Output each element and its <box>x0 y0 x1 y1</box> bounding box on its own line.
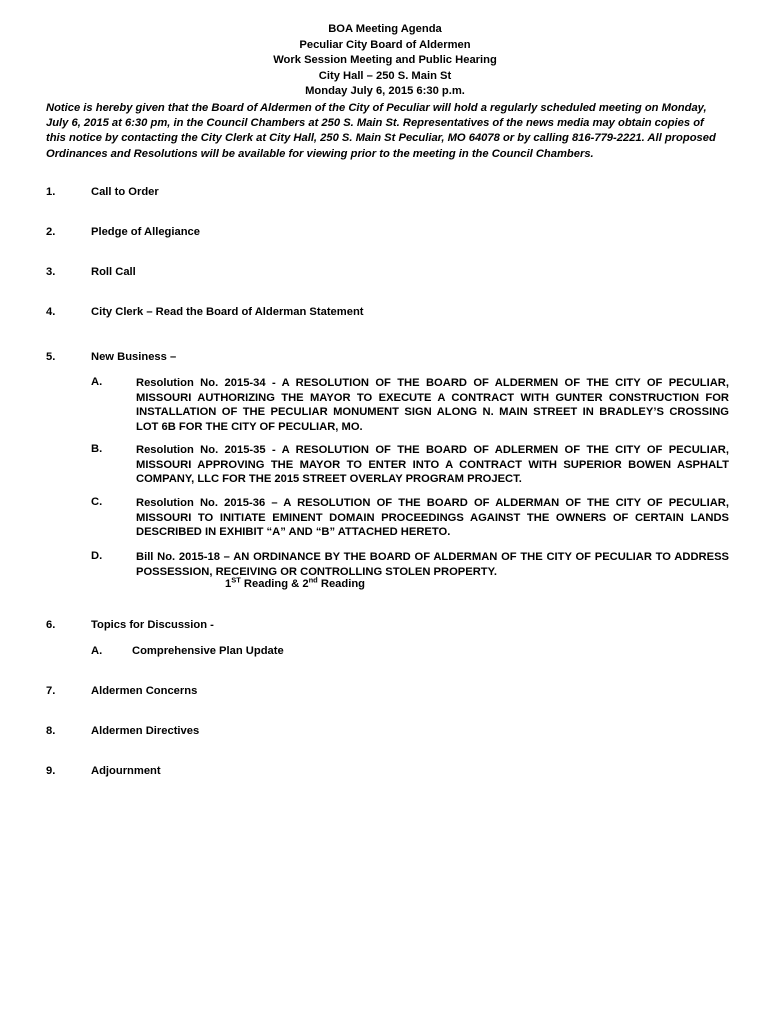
reading-end-text: Reading <box>317 578 366 590</box>
resolution-text <box>136 443 729 487</box>
header-session: Work Session Meeting and Public Hearing <box>273 54 497 66</box>
resolution-line: MISSOURI APPROVING THE MAYOR TO ENTER INTO A CONTRACT WITH SUPERIOR BOWEN ASPHALT <box>136 458 729 471</box>
item-number: 2. <box>46 226 56 238</box>
sub-item-letter: B. <box>91 443 103 455</box>
item-label: New Business – <box>91 351 177 363</box>
bill-line: POSSESSION, RECEIVING OR CONTROLLING STOLEN PROPERTY. <box>136 565 497 578</box>
resolution-line: Resolution No. 2015-35 - A RESOLUTION OF THE BOARD OF ADLERMEN OF THE CITY OF PECULIAR, <box>136 444 729 456</box>
resolution-line: MISSOURI TO INITIATE EMINENT DOMAIN PROCEEDINGS AGAINST THE OWNERS OF CERTAIN LANDS <box>136 511 729 524</box>
resolution-line: DESCRIBED IN EXHIBIT “A” AND “B” ATTACHED HERETO. <box>136 526 451 539</box>
item-number: 3. <box>46 266 56 278</box>
bill-text <box>136 550 729 579</box>
notice-line: this notice by contacting the City Clerk at City Hall, 250 S. Main St Peculiar, MO 64078 or by calling 816-779-2221. All proposed <box>46 132 716 145</box>
item-label: City Clerk – Read the Board of Alderman Statement <box>91 306 364 318</box>
notice-line: Ordinances and Resolutions will be available for viewing prior to the meeting in the Council Chambers. <box>46 147 594 160</box>
resolution-line: MISSOURI AUTHORIZING THE MAYOR TO EXECUTE A CONTRACT WITH GUNTER CONSTRUCTION FOR <box>136 391 729 404</box>
reading-note <box>225 575 366 590</box>
item-number: 4. <box>46 306 56 318</box>
resolution-text <box>136 376 729 434</box>
resolution-line: INSTALLATION OF THE PECULIAR MONUMENT SIGN ALONG N. MAIN STREET IN BRADLEY’S CROSSING <box>136 406 729 419</box>
notice-line: July 6, 2015 at 6:30 pm, in the Council Chambers at 250 S. Main St. Representatives of the news media may obtain copies of <box>46 117 704 130</box>
reading-first-number: 1 <box>225 578 232 590</box>
meeting-notice <box>46 101 728 162</box>
resolution-line: Resolution No. 2015-34 - A RESOLUTION OF THE BOARD OF ALDERMEN OF THE CITY OF PECULIAR, <box>136 377 729 389</box>
item-number: 1. <box>46 186 56 198</box>
header-board: Peculiar City Board of Aldermen <box>299 38 471 51</box>
item-label: Adjournment <box>91 765 161 777</box>
reading-second-ordinal: nd <box>308 575 318 585</box>
resolution-line: LOT 6B FOR THE CITY OF PECULIAR, MO. <box>136 420 363 433</box>
header-title: BOA Meeting Agenda <box>328 23 442 35</box>
reading-first-ordinal: ST <box>231 575 241 585</box>
item-label: Pledge of Allegiance <box>91 226 201 238</box>
item-number: 5. <box>46 351 56 363</box>
item-number: 9. <box>46 765 56 777</box>
item-number: 8. <box>46 725 56 737</box>
agenda-header <box>0 22 770 100</box>
header-location: City Hall – 250 S. Main St <box>318 69 452 82</box>
sub-item-letter: A. <box>91 376 103 388</box>
header-date: Monday July 6, 2015 6:30 p.m. <box>305 85 465 97</box>
item-label: Roll Call <box>91 266 136 278</box>
discussion-comprehensive-plan <box>91 645 284 657</box>
resolution-line: Resolution No. 2015-36 – A RESOLUTION OF THE BOARD OF ALDERMAN OF THE CITY OF PECULIAR, <box>136 497 729 509</box>
item-number: 6. <box>46 619 56 631</box>
reading-middle-text: Reading & 2 <box>240 578 309 590</box>
item-label: Aldermen Concerns <box>91 685 198 697</box>
resolution-line: COMPANY, LLC FOR THE 2015 STREET OVERLAY PROGRAM PROJECT. <box>136 473 522 486</box>
item-label: Aldermen Directives <box>91 725 200 737</box>
sub-item-letter: A. <box>91 645 103 657</box>
resolution-text <box>136 496 729 540</box>
notice-line: Notice is hereby given that the Board of Aldermen of the City of Peculiar will hold a regularly scheduled meeting on Monday, <box>46 102 707 114</box>
bill-line: Bill No. 2015-18 – AN ORDINANCE BY THE BOARD OF ALDERMAN OF THE CITY OF PECULIAR TO ADDRESS <box>136 551 729 563</box>
item-label: Call to Order <box>91 186 159 198</box>
item-number: 7. <box>46 685 56 697</box>
discussion-label: Comprehensive Plan Update <box>132 645 284 657</box>
sub-item-letter: C. <box>91 496 103 508</box>
item-label: Topics for Discussion - <box>91 619 214 631</box>
sub-item-letter: D. <box>91 550 103 562</box>
